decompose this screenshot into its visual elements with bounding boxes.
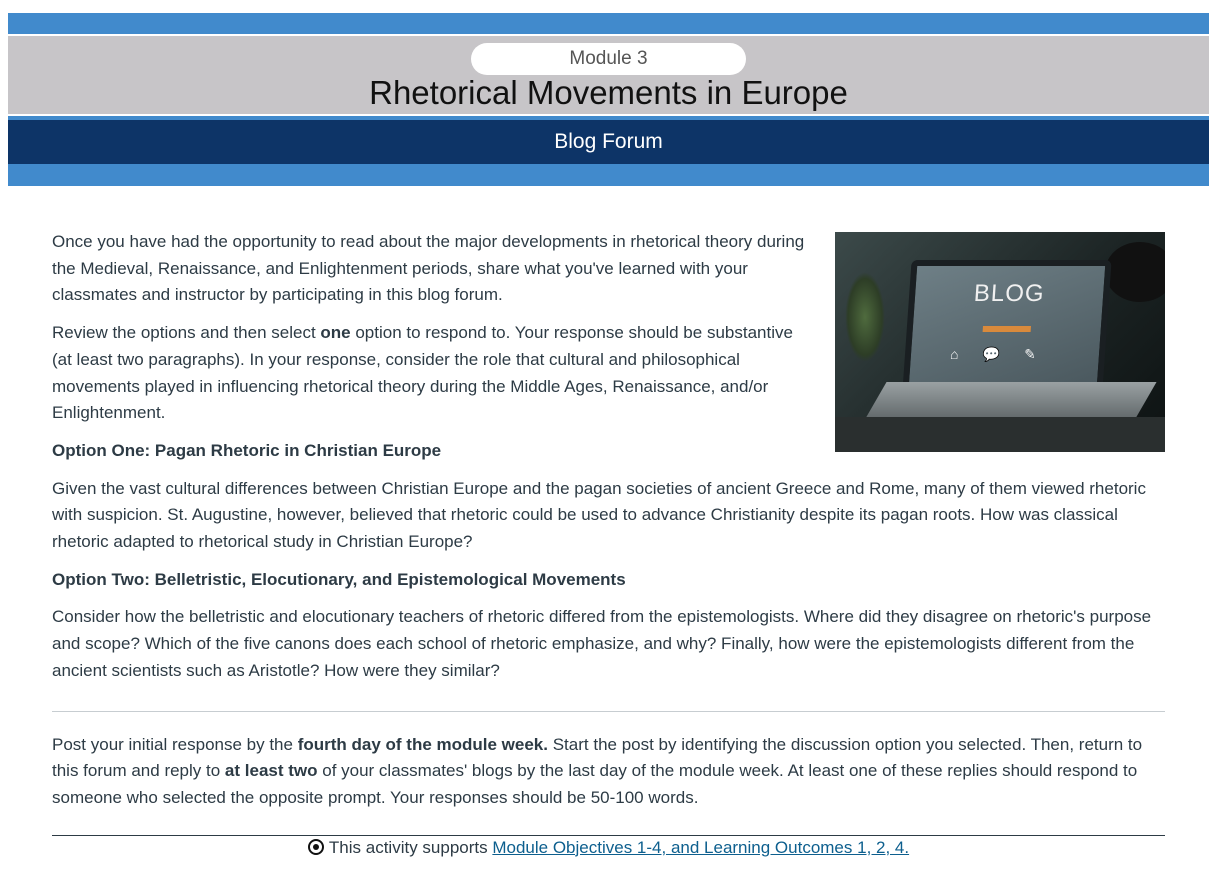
banner-title-band	[8, 34, 1209, 116]
objectives-note	[52, 836, 1165, 860]
option-two-body: Consider how the belletristic and elocutionary teachers of rhetoric differed from the epistemologists. Where did they disagree on rhetoric's purpose and scope? Which of the five canons does each school of rhetoric emphasize, and why? Finally, how were the epistemologists different from the ancient scientists such as Aristotle? How were they similar?	[52, 607, 1152, 680]
screen-icons	[910, 346, 1099, 363]
blog-laptop-image	[835, 232, 1165, 452]
review-text-bold: one	[320, 323, 351, 343]
objectives-text: This activity supports	[328, 837, 493, 857]
instructions-text-1: Post your initial response by the	[52, 734, 298, 754]
home-icon: ⌂	[949, 346, 984, 362]
objectives-link[interactable]: Module Objectives 1-4, and Learning Outcomes 1, 2, 4.	[492, 837, 910, 857]
module-label: Module 3	[471, 43, 746, 75]
page-subtitle: Blog Forum	[8, 120, 1209, 164]
laptop-screen	[902, 260, 1111, 392]
instructions-paragraph	[52, 732, 1165, 812]
section-divider	[52, 711, 1165, 712]
option-one-heading: Option One: Pagan Rhetoric in Christian Europe	[52, 440, 442, 460]
review-text-start: Review the options and then select	[52, 323, 321, 343]
intro-paragraph: Once you have had the opportunity to read about the major developments in rhetorical theory during the Medieval, Renaissance, and Enlightenment periods, share what you've learned with your classmates and instructor by participating in this blog forum.	[52, 232, 805, 305]
instructions-text-3: of your classmates' blogs by the last day of the module week. At least one of these replies should respond to someone who selected the opposite prompt. Your responses should be 50-100 words.	[52, 761, 1138, 807]
page-title: Rhetorical Movements in Europe	[369, 74, 848, 111]
chat-icon: 💬	[982, 346, 1025, 362]
module-banner	[8, 13, 1209, 186]
banner-top-band	[8, 13, 1209, 34]
lamp-graphic	[1105, 242, 1165, 302]
laptop-keyboard	[863, 382, 1156, 422]
page-content	[52, 229, 1165, 860]
option-two-heading: Option Two: Belletristic, Elocutionary, and Epistemological Movements	[52, 569, 626, 589]
instructions-bold-2: at least two	[224, 761, 318, 781]
option-one-body: Given the vast cultural differences between Christian Europe and the pagan societies of ancient Greece and Rome, many of them viewed rhetoric with suspicion. St. Augustine, however, believed that rhetoric could be used to advance Christianity despite its pagan roots. How was classical rhetoric adapted to rhetorical study in Christian Europe?	[52, 478, 1146, 552]
instructions-bold-1: fourth day of the module week.	[297, 734, 548, 754]
plant-graphic	[845, 272, 885, 362]
desk-surface	[835, 417, 1165, 452]
review-text-end: option to respond to. Your response should be substantive (at least two paragraphs). In your response, consider the role that cultural and philosophical movements played in influencing rhetorical theory during the Middle Ages, Renaissance, and/or Enlightenment.	[52, 323, 793, 423]
screen-button-graphic	[983, 326, 1031, 332]
edit-icon: ✎	[1023, 346, 1061, 362]
target-icon	[308, 839, 324, 855]
banner-bottom-band	[8, 164, 1209, 186]
instructions-text-2: Start the post by identifying the discussion option you selected. Then, return to this forum and reply to	[52, 734, 1143, 781]
screen-blog-text: BLOG	[972, 280, 1046, 307]
